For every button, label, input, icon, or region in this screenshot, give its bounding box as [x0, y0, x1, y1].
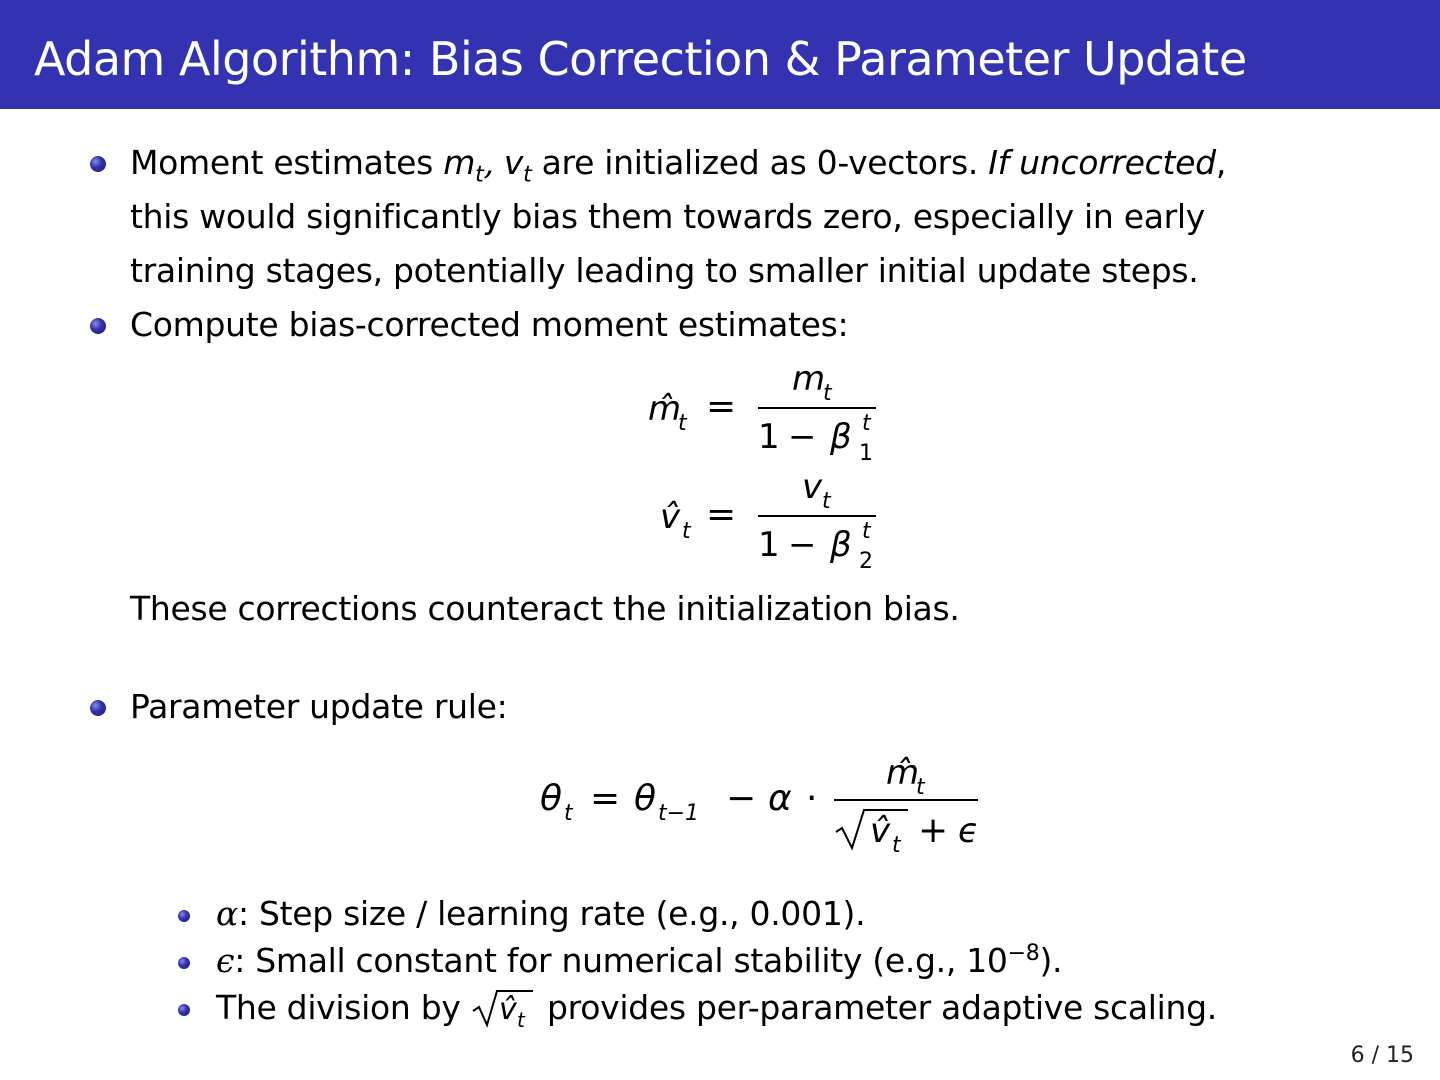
theta-t: θ	[540, 778, 563, 819]
v-hat-beta: β	[830, 525, 852, 565]
plus-sign: +	[918, 810, 949, 851]
bullet-1-text-mid: are initialized as 0-vectors.	[541, 143, 979, 182]
theta-t-minus-1: θ	[634, 778, 657, 819]
bullet-icon	[90, 156, 106, 172]
equals-sign: =	[706, 494, 737, 535]
slide-title: Adam Algorithm: Bias Correction & Parameter Update	[34, 32, 1247, 86]
dot-operator: ·	[806, 778, 818, 819]
sub-bullet-icon	[178, 957, 190, 969]
m-hat-beta-sub: 1	[859, 441, 873, 466]
update-equation	[530, 744, 1000, 864]
alpha-symbol: α	[216, 894, 238, 933]
bullet-2-text: Compute bias-corrected moment estimates:	[130, 305, 849, 344]
m-hat-lhs-sub: t	[678, 411, 687, 436]
alpha-symbol: α	[768, 778, 792, 819]
sub-bullet-3	[216, 984, 1217, 1032]
bullet-1-text-pre: Moment estimates	[130, 143, 434, 182]
bullet-2-followup: These corrections counteract the initialization bias.	[130, 589, 960, 628]
bullet-3-text: Parameter update rule:	[130, 687, 508, 726]
sub-bullet-2	[216, 937, 1062, 985]
inline-v-hat: v̂	[498, 992, 517, 1027]
sub-bullet-3-pre: The division by	[216, 988, 461, 1027]
v-hat-numerator-sub: t	[822, 489, 831, 514]
sqrt-v-hat-inline	[471, 985, 537, 1029]
update-den-v-sub: t	[892, 833, 901, 858]
m-hat-numerator-sub: t	[823, 381, 832, 406]
bullet-1-comma: ,	[1215, 143, 1227, 182]
bullet-1-italic-text: If uncorrected	[988, 143, 1216, 182]
equals-sign: =	[590, 778, 621, 819]
minus-sign: −	[726, 778, 757, 819]
sub-bullet-icon	[178, 910, 190, 922]
sub-bullet-2-tail: ).	[1039, 941, 1063, 980]
equals-sign: =	[706, 386, 737, 427]
v-hat-beta-sub: 2	[859, 549, 873, 574]
v-hat-lhs: v̂	[660, 497, 681, 537]
sub-bullet-icon	[178, 1004, 190, 1016]
m-t-symbol: $m_t$	[443, 143, 484, 188]
update-den-v: v̂	[870, 811, 891, 851]
page-number: 6 / 15	[1350, 1043, 1414, 1068]
sub-bullet-2-text: : Small constant for numerical stability (e.g., 10	[234, 941, 1008, 980]
v-hat-numerator: v	[802, 467, 823, 507]
bullet-icon	[90, 318, 106, 334]
sub-bullet-1-text: : Step size / learning rate (e.g., 0.001).	[238, 894, 866, 933]
m-hat-lhs: m̂	[648, 389, 682, 429]
bullet-icon	[90, 700, 106, 716]
inline-v-hat-sub: t	[516, 1008, 525, 1029]
sub-bullet-3-post: provides per-parameter adaptive scaling.	[547, 988, 1217, 1027]
v-hat-equation	[630, 464, 900, 574]
theta-t-minus-1-sub: t−1	[658, 801, 700, 826]
bullet-1-line-3: training stages, potentially leading to smaller initial update steps.	[130, 251, 1199, 290]
v-hat-den-minus: −	[788, 525, 817, 565]
v-hat-lhs-sub: t	[682, 519, 691, 544]
update-numerator-sub: t	[916, 775, 925, 800]
theta-t-sub: t	[564, 801, 573, 826]
m-hat-beta-sup: t	[862, 411, 871, 436]
m-hat-den-one: 1	[758, 417, 780, 457]
epsilon-symbol: ϵ	[216, 941, 235, 980]
v-t-symbol: $v_t$	[503, 143, 532, 188]
v-hat-beta-sup: t	[862, 519, 871, 544]
m-hat-beta: β	[830, 417, 852, 457]
v-hat-den-one: 1	[758, 525, 780, 565]
m-hat-numerator: m	[792, 359, 826, 399]
exponent: −8	[1007, 941, 1040, 966]
bullet-1-line-2: this would significantly bias them towards zero, especially in early	[130, 197, 1205, 236]
m-hat-den-minus: −	[788, 417, 817, 457]
update-numerator: m̂	[886, 753, 920, 793]
title-bar	[0, 0, 1440, 109]
sub-bullet-1	[216, 890, 865, 938]
bullet-1-line-1	[130, 136, 1226, 190]
comma-symbol: ,	[483, 143, 504, 182]
m-hat-equation	[630, 356, 900, 466]
epsilon-symbol: ϵ	[958, 811, 979, 851]
